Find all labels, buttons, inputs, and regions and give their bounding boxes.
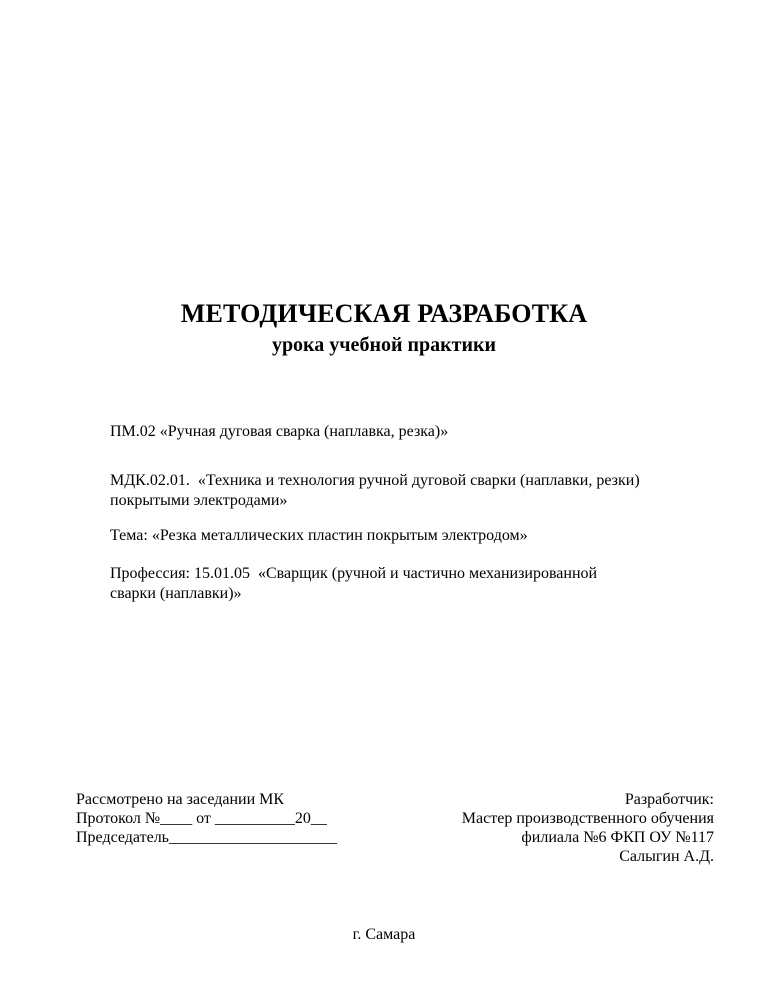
developer-line-2: Мастер производственного обучения xyxy=(461,810,714,827)
module-info xyxy=(110,422,730,442)
profession-line-2: сварки (наплавки)» xyxy=(110,585,242,602)
topic-line: Тема: «Резка металлических пластин покрытым электродом» xyxy=(110,527,528,544)
mdk-info xyxy=(110,471,730,511)
developer-line-1: Разработчик: xyxy=(624,791,714,808)
city-label: г. Самара xyxy=(352,926,416,943)
profession-line-1: Профессия: 15.01.05 «Сварщик (ручной и частично механизированной xyxy=(110,565,598,582)
developer-block xyxy=(462,790,714,866)
profession-info xyxy=(110,564,730,604)
document-title: МЕТОДИЧЕСКАЯ РАЗРАБОТКА xyxy=(180,299,588,328)
review-line-1: Рассмотрено на заседании МК xyxy=(76,791,285,808)
review-line-2: Протокол №____ от __________20__ xyxy=(76,810,327,827)
review-line-3: Председатель_____________________ xyxy=(76,829,337,846)
developer-line-3: филиала №6 ФКП ОУ №117 xyxy=(521,829,714,846)
developer-line-4: Салыгин А.Д. xyxy=(619,848,714,865)
module-line: ПМ.02 «Ручная дуговая сварка (наплавка, резка)» xyxy=(110,423,449,440)
topic-info xyxy=(110,526,730,546)
review-block xyxy=(76,790,337,847)
document-subtitle: урока учебной практики xyxy=(271,334,497,356)
mdk-line-1: МДК.02.01. «Техника и технология ручной дуговой сварки (наплавки, резки) xyxy=(110,472,640,489)
mdk-line-2: покрытыми электродами» xyxy=(110,492,288,509)
